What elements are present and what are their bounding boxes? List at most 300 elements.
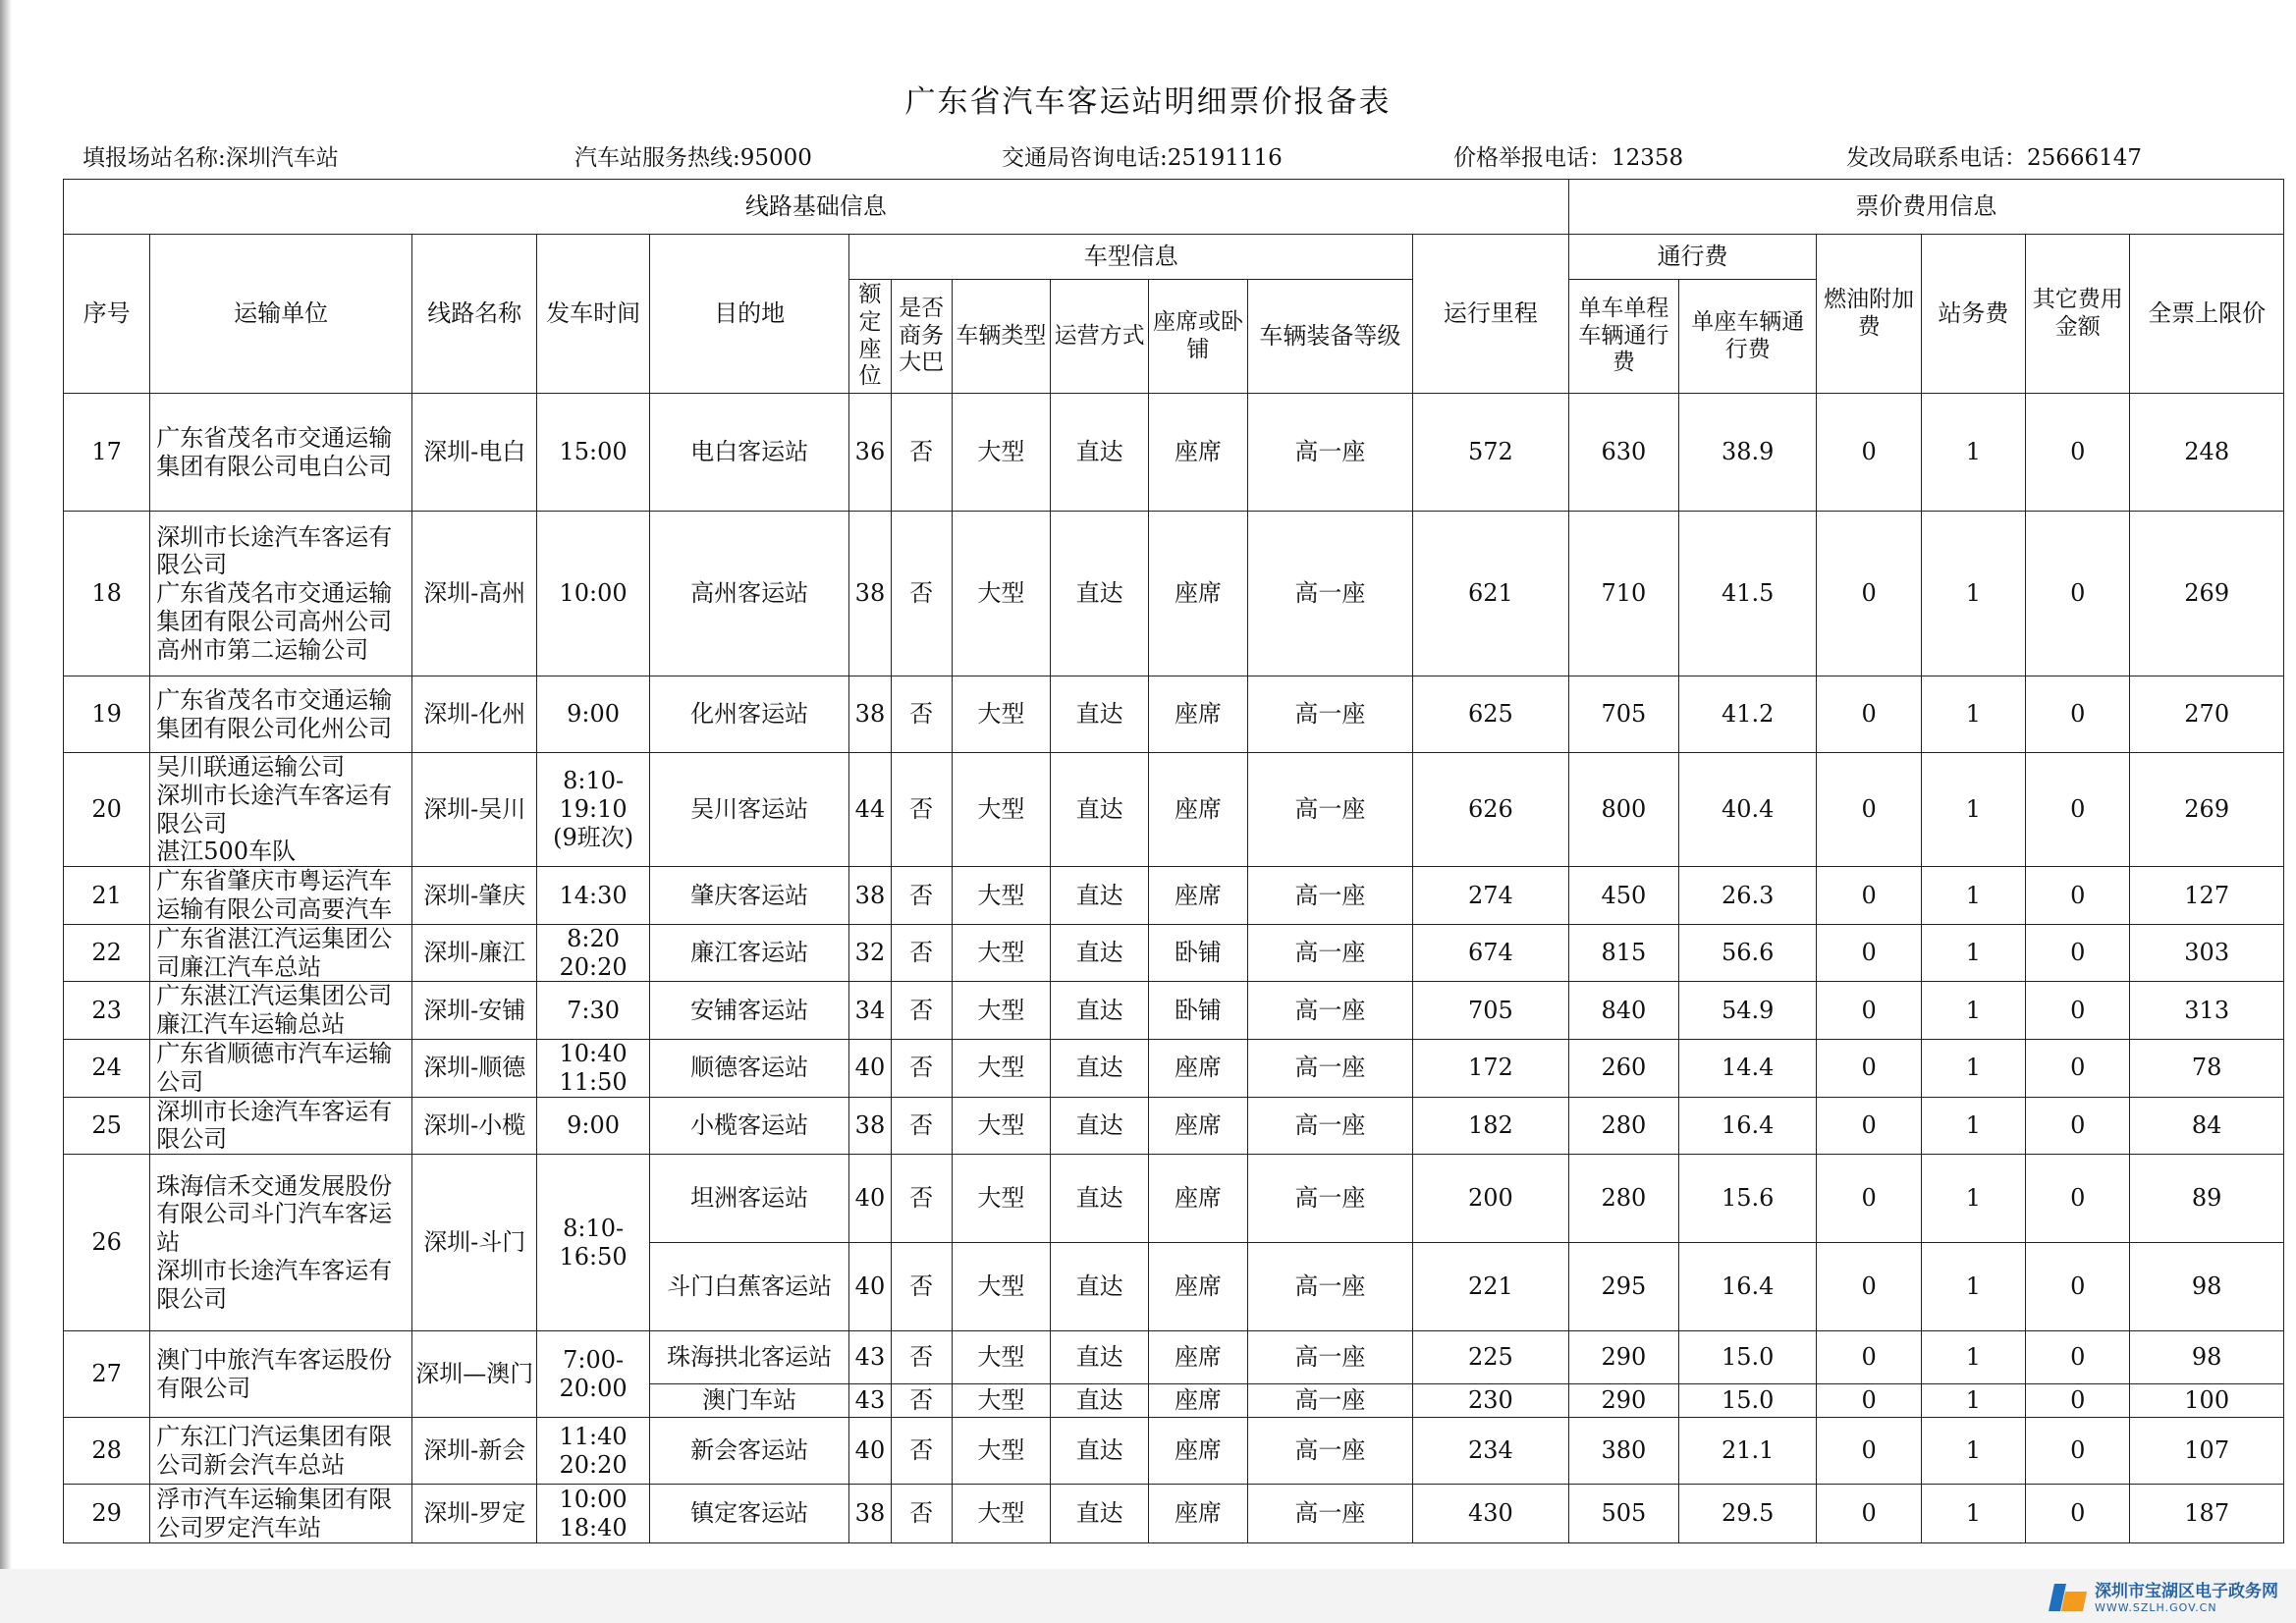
cell-toll-vehicle: 800	[1568, 753, 1678, 867]
cell-mileage: 200	[1413, 1155, 1569, 1243]
cell-fuel: 0	[1817, 1243, 1921, 1331]
fare-table	[63, 179, 2284, 1543]
cell-fuel: 0	[1817, 394, 1921, 512]
table-row	[64, 394, 2284, 512]
cell-carrier: 广东省湛江汽运集团公司廉江汽车总站	[150, 924, 412, 982]
cell-seat-type: 座席	[1149, 753, 1247, 867]
cell-vehicle-type: 大型	[952, 512, 1050, 676]
cell-toll-vehicle: 280	[1568, 1155, 1678, 1243]
header-station-fee: 站务费	[1921, 235, 2025, 394]
cell-mode: 直达	[1051, 1331, 1149, 1384]
cell-mode: 直达	[1051, 1485, 1149, 1543]
cell-fuel: 0	[1817, 1418, 1921, 1485]
cell-seats: 32	[849, 924, 891, 982]
cell-route: 深圳-小榄	[412, 1097, 537, 1155]
cell-station-fee: 1	[1921, 867, 2025, 925]
cell-toll-vehicle: 290	[1568, 1331, 1678, 1384]
cell-carrier: 深圳市长途汽车客运有限公司 广东省茂名市交通运输集团有限公司高州公司 高州市第二运输公司	[150, 512, 412, 676]
cell-vehicle-type: 大型	[952, 924, 1050, 982]
cell-max-price: 78	[2130, 1039, 2284, 1097]
cell-max-price: 89	[2130, 1155, 2284, 1243]
header-toll: 通行费	[1568, 235, 1817, 280]
cell-carrier: 浮市汽车运输集团有限公司罗定汽车站	[150, 1485, 412, 1543]
cell-dest: 斗门白蕉客运站	[649, 1243, 849, 1331]
cell-seat-type: 座席	[1149, 1384, 1247, 1418]
meta-ndrc: 发改局联系电话：25666147	[1846, 145, 2143, 171]
cell-business: 否	[891, 1384, 952, 1418]
cell-seat-type: 座席	[1149, 1039, 1247, 1097]
cell-other-fee: 0	[2026, 394, 2130, 512]
cell-business: 否	[891, 1155, 952, 1243]
cell-grade: 高一座	[1247, 1097, 1413, 1155]
header-depart: 发车时间	[537, 235, 649, 394]
cell-grade: 高一座	[1247, 1243, 1413, 1331]
cell-route: 深圳-电白	[412, 394, 537, 512]
cell-dest: 高州客运站	[649, 512, 849, 676]
cell-station-fee: 1	[1921, 1331, 2025, 1384]
meta-hotline: 汽车站服务热线:95000	[574, 145, 812, 171]
cell-route: 深圳-新会	[412, 1418, 537, 1485]
cell-grade: 高一座	[1247, 1418, 1413, 1485]
cell-fuel: 0	[1817, 1097, 1921, 1155]
cell-toll-vehicle: 815	[1568, 924, 1678, 982]
cell-toll-seat: 16.4	[1679, 1243, 1817, 1331]
cell-mileage: 674	[1413, 924, 1569, 982]
cell-seq: 18	[64, 512, 150, 676]
header-dest: 目的地	[649, 235, 849, 394]
cell-mileage: 182	[1413, 1097, 1569, 1155]
cell-station-fee: 1	[1921, 1418, 2025, 1485]
cell-dest: 小榄客运站	[649, 1097, 849, 1155]
cell-other-fee: 0	[2026, 867, 2130, 925]
page-title: 广东省汽车客运站明细票价报备表	[904, 84, 1392, 120]
cell-seq: 19	[64, 676, 150, 753]
header-fare-info: 票价费用信息	[1568, 180, 2283, 235]
cell-max-price: 269	[2130, 753, 2284, 867]
cell-toll-seat: 21.1	[1679, 1418, 1817, 1485]
cell-toll-vehicle: 630	[1568, 394, 1678, 512]
cell-business: 否	[891, 924, 952, 982]
cell-mode: 直达	[1051, 1418, 1149, 1485]
cell-mode: 直达	[1051, 982, 1149, 1040]
cell-seats: 44	[849, 753, 891, 867]
cell-mode: 直达	[1051, 924, 1149, 982]
cell-mileage: 230	[1413, 1384, 1569, 1418]
cell-seq: 25	[64, 1097, 150, 1155]
cell-depart: 10:00	[537, 512, 649, 676]
cell-depart: 9:00	[537, 676, 649, 753]
cell-fuel: 0	[1817, 1384, 1921, 1418]
cell-carrier: 广东湛江汽运集团公司廉江汽车运输总站	[150, 982, 412, 1040]
header-seq: 序号	[64, 235, 150, 394]
cell-station-fee: 1	[1921, 1384, 2025, 1418]
cell-dest: 新会客运站	[649, 1418, 849, 1485]
cell-vehicle-type: 大型	[952, 1485, 1050, 1543]
cell-toll-seat: 40.4	[1679, 753, 1817, 867]
header-mileage: 运行里程	[1413, 235, 1569, 394]
cell-other-fee: 0	[2026, 1485, 2130, 1543]
cell-seq: 17	[64, 394, 150, 512]
cell-seats: 43	[849, 1331, 891, 1384]
cell-grade: 高一座	[1247, 1331, 1413, 1384]
cell-station-fee: 1	[1921, 512, 2025, 676]
cell-depart: 7:30	[537, 982, 649, 1040]
cell-mileage: 221	[1413, 1243, 1569, 1331]
cell-toll-seat: 38.9	[1679, 394, 1817, 512]
cell-station-fee: 1	[1921, 924, 2025, 982]
cell-grade: 高一座	[1247, 1384, 1413, 1418]
cell-toll-seat: 15.0	[1679, 1331, 1817, 1384]
cell-vehicle-type: 大型	[952, 982, 1050, 1040]
cell-fuel: 0	[1817, 867, 1921, 925]
cell-seats: 40	[849, 1039, 891, 1097]
cell-depart: 10:00 18:40	[537, 1485, 649, 1543]
cell-mode: 直达	[1051, 676, 1149, 753]
cell-max-price: 127	[2130, 867, 2284, 925]
cell-mode: 直达	[1051, 394, 1149, 512]
table-row	[64, 1097, 2284, 1155]
cell-other-fee: 0	[2026, 753, 2130, 867]
cell-depart: 8:10- 16:50	[537, 1155, 649, 1331]
cell-toll-seat: 14.4	[1679, 1039, 1817, 1097]
cell-fuel: 0	[1817, 753, 1921, 867]
cell-toll-seat: 54.9	[1679, 982, 1817, 1040]
header-grade: 车辆装备等级	[1247, 280, 1413, 394]
cell-business: 否	[891, 1097, 952, 1155]
cell-dest: 镇定客运站	[649, 1485, 849, 1543]
cell-mode: 直达	[1051, 1039, 1149, 1097]
cell-mode: 直达	[1051, 1384, 1149, 1418]
cell-business: 否	[891, 982, 952, 1040]
cell-other-fee: 0	[2026, 1155, 2130, 1243]
cell-mileage: 430	[1413, 1485, 1569, 1543]
cell-business: 否	[891, 1331, 952, 1384]
cell-seq: 21	[64, 867, 150, 925]
watermark	[2050, 1577, 2278, 1614]
cell-max-price: 269	[2130, 512, 2284, 676]
cell-seats: 38	[849, 1485, 891, 1543]
cell-other-fee: 0	[2026, 1331, 2130, 1384]
cell-route: 深圳-罗定	[412, 1485, 537, 1543]
cell-depart: 9:00	[537, 1097, 649, 1155]
cell-seat-type: 座席	[1149, 394, 1247, 512]
cell-station-fee: 1	[1921, 676, 2025, 753]
cell-mileage: 172	[1413, 1039, 1569, 1097]
cell-mode: 直达	[1051, 1155, 1149, 1243]
cell-mode: 直达	[1051, 867, 1149, 925]
cell-max-price: 107	[2130, 1418, 2284, 1485]
header-max-price: 全票上限价	[2130, 235, 2284, 394]
cell-seat-type: 座席	[1149, 1243, 1247, 1331]
cell-mileage: 621	[1413, 512, 1569, 676]
header-carrier: 运输单位	[150, 235, 412, 394]
cell-seat-type: 座席	[1149, 867, 1247, 925]
cell-vehicle-type: 大型	[952, 1384, 1050, 1418]
cell-business: 否	[891, 1243, 952, 1331]
cell-seat-type: 座席	[1149, 1331, 1247, 1384]
cell-grade: 高一座	[1247, 924, 1413, 982]
cell-mode: 直达	[1051, 1097, 1149, 1155]
cell-carrier: 广东江门汽运集团有限公司新会汽车总站	[150, 1418, 412, 1485]
cell-seat-type: 座席	[1149, 1485, 1247, 1543]
cell-fuel: 0	[1817, 982, 1921, 1040]
table-row	[64, 676, 2284, 753]
cell-seats: 34	[849, 982, 891, 1040]
meta-price-report: 价格举报电话：12358	[1453, 145, 1684, 171]
fare-table-body	[64, 180, 2284, 1543]
cell-depart: 8:10- 19:10 (9班次)	[537, 753, 649, 867]
cell-route: 深圳-吴川	[412, 753, 537, 867]
cell-toll-vehicle: 840	[1568, 982, 1678, 1040]
cell-station-fee: 1	[1921, 1485, 2025, 1543]
cell-max-price: 303	[2130, 924, 2284, 982]
cell-route: 深圳—澳门	[412, 1331, 537, 1418]
cell-vehicle-type: 大型	[952, 394, 1050, 512]
cell-seq: 27	[64, 1331, 150, 1418]
cell-seat-type: 座席	[1149, 1418, 1247, 1485]
cell-toll-seat: 41.5	[1679, 512, 1817, 676]
cell-station-fee: 1	[1921, 753, 2025, 867]
cell-toll-seat: 29.5	[1679, 1485, 1817, 1543]
cell-fuel: 0	[1817, 1331, 1921, 1384]
cell-mileage: 572	[1413, 394, 1569, 512]
cell-fuel: 0	[1817, 1485, 1921, 1543]
cell-max-price: 313	[2130, 982, 2284, 1040]
cell-grade: 高一座	[1247, 1485, 1413, 1543]
cell-toll-vehicle: 450	[1568, 867, 1678, 925]
header-toll-seat: 单座车辆通行费	[1679, 280, 1817, 394]
cell-business: 否	[891, 394, 952, 512]
cell-mileage: 274	[1413, 867, 1569, 925]
cell-depart: 7:00- 20:00	[537, 1331, 649, 1418]
cell-fuel: 0	[1817, 512, 1921, 676]
cell-other-fee: 0	[2026, 512, 2130, 676]
cell-seq: 29	[64, 1485, 150, 1543]
szlh-logo-icon	[2050, 1578, 2089, 1613]
header-route: 线路名称	[412, 235, 537, 394]
cell-vehicle-type: 大型	[952, 1418, 1050, 1485]
cell-route: 深圳-顺德	[412, 1039, 537, 1097]
cell-seat-type: 座席	[1149, 1155, 1247, 1243]
cell-other-fee: 0	[2026, 676, 2130, 753]
cell-grade: 高一座	[1247, 753, 1413, 867]
cell-seq: 24	[64, 1039, 150, 1097]
cell-toll-vehicle: 705	[1568, 676, 1678, 753]
cell-toll-vehicle: 710	[1568, 512, 1678, 676]
cell-depart: 15:00	[537, 394, 649, 512]
cell-seat-type: 座席	[1149, 512, 1247, 676]
cell-vehicle-type: 大型	[952, 1155, 1050, 1243]
table-row	[64, 924, 2284, 982]
cell-seats: 43	[849, 1384, 891, 1418]
header-fuel: 燃油附加费	[1817, 235, 1921, 394]
cell-station-fee: 1	[1921, 394, 2025, 512]
cell-mode: 直达	[1051, 512, 1149, 676]
cell-dest: 珠海拱北客运站	[649, 1331, 849, 1384]
cell-toll-seat: 15.0	[1679, 1384, 1817, 1418]
cell-dest: 顺德客运站	[649, 1039, 849, 1097]
cell-carrier: 吴川联通运输公司 深圳市长途汽车客运有限公司 湛江500车队	[150, 753, 412, 867]
cell-carrier: 深圳市长途汽车客运有限公司	[150, 1097, 412, 1155]
cell-grade: 高一座	[1247, 1039, 1413, 1097]
cell-mileage: 234	[1413, 1418, 1569, 1485]
cell-seat-type: 卧铺	[1149, 924, 1247, 982]
cell-fuel: 0	[1817, 1155, 1921, 1243]
table-row	[64, 512, 2284, 676]
header-business: 是否商务大巴	[891, 280, 952, 394]
table-row	[64, 982, 2284, 1040]
cell-toll-seat: 16.4	[1679, 1097, 1817, 1155]
cell-business: 否	[891, 676, 952, 753]
cell-toll-vehicle: 280	[1568, 1097, 1678, 1155]
cell-toll-seat: 56.6	[1679, 924, 1817, 982]
watermark-url: WWW.SZLH.GOV.CN	[2095, 1601, 2217, 1614]
cell-seat-type: 座席	[1149, 676, 1247, 753]
cell-other-fee: 0	[2026, 1039, 2130, 1097]
cell-vehicle-type: 大型	[952, 676, 1050, 753]
cell-max-price: 84	[2130, 1097, 2284, 1155]
cell-route: 深圳-化州	[412, 676, 537, 753]
cell-grade: 高一座	[1247, 394, 1413, 512]
cell-toll-seat: 41.2	[1679, 676, 1817, 753]
cell-max-price: 270	[2130, 676, 2284, 753]
cell-toll-vehicle: 295	[1568, 1243, 1678, 1331]
cell-grade: 高一座	[1247, 676, 1413, 753]
cell-vehicle-type: 大型	[952, 1243, 1050, 1331]
cell-route: 深圳-廉江	[412, 924, 537, 982]
cell-station-fee: 1	[1921, 1097, 2025, 1155]
cell-max-price: 187	[2130, 1485, 2284, 1543]
cell-toll-seat: 26.3	[1679, 867, 1817, 925]
cell-toll-vehicle: 290	[1568, 1384, 1678, 1418]
cell-mileage: 225	[1413, 1331, 1569, 1384]
cell-business: 否	[891, 1485, 952, 1543]
cell-business: 否	[891, 867, 952, 925]
table-row	[64, 1155, 2284, 1243]
cell-seq: 26	[64, 1155, 150, 1331]
cell-station-fee: 1	[1921, 1155, 2025, 1243]
cell-depart: 10:40 11:50	[537, 1039, 649, 1097]
cell-depart: 14:30	[537, 867, 649, 925]
cell-station-fee: 1	[1921, 1243, 2025, 1331]
header-vehicle-info: 车型信息	[849, 235, 1413, 280]
cell-seq: 22	[64, 924, 150, 982]
cell-depart: 11:40 20:20	[537, 1418, 649, 1485]
cell-fuel: 0	[1817, 924, 1921, 982]
cell-dest: 坦洲客运站	[649, 1155, 849, 1243]
cell-seq: 28	[64, 1418, 150, 1485]
cell-mode: 直达	[1051, 753, 1149, 867]
header-vtype: 车辆类型	[952, 280, 1050, 394]
cell-seats: 38	[849, 867, 891, 925]
cell-other-fee: 0	[2026, 982, 2130, 1040]
meta-transport-bureau: 交通局咨询电话:25191116	[1002, 145, 1283, 171]
cell-dest: 澳门车站	[649, 1384, 849, 1418]
cell-seats: 38	[849, 1097, 891, 1155]
cell-route: 深圳-高州	[412, 512, 537, 676]
cell-other-fee: 0	[2026, 1418, 2130, 1485]
cell-mileage: 626	[1413, 753, 1569, 867]
cell-dest: 肇庆客运站	[649, 867, 849, 925]
cell-mileage: 705	[1413, 982, 1569, 1040]
cell-max-price: 248	[2130, 394, 2284, 512]
cell-grade: 高一座	[1247, 1155, 1413, 1243]
cell-vehicle-type: 大型	[952, 1097, 1050, 1155]
cell-route: 深圳-安铺	[412, 982, 537, 1040]
cell-other-fee: 0	[2026, 924, 2130, 982]
table-row	[64, 1039, 2284, 1097]
cell-seats: 40	[849, 1243, 891, 1331]
cell-carrier: 广东省顺德市汽车运输公司	[150, 1039, 412, 1097]
cell-route: 深圳-斗门	[412, 1155, 537, 1331]
header-toll-vehicle: 单车单程车辆通行费	[1568, 280, 1678, 394]
cell-route: 深圳-肇庆	[412, 867, 537, 925]
cell-mileage: 625	[1413, 676, 1569, 753]
cell-business: 否	[891, 512, 952, 676]
cell-vehicle-type: 大型	[952, 1331, 1050, 1384]
cell-seats: 38	[849, 512, 891, 676]
table-row	[64, 1331, 2284, 1384]
cell-fuel: 0	[1817, 1039, 1921, 1097]
cell-seats: 38	[849, 676, 891, 753]
cell-seats: 40	[849, 1155, 891, 1243]
table-row	[64, 1418, 2284, 1485]
cell-carrier: 澳门中旅汽车客运股份有限公司	[150, 1331, 412, 1418]
cell-business: 否	[891, 1039, 952, 1097]
cell-toll-vehicle: 260	[1568, 1039, 1678, 1097]
cell-other-fee: 0	[2026, 1243, 2130, 1331]
cell-seq: 23	[64, 982, 150, 1040]
cell-carrier: 广东省茂名市交通运输集团有限公司化州公司	[150, 676, 412, 753]
cell-toll-seat: 15.6	[1679, 1155, 1817, 1243]
header-seats: 额定座位	[849, 280, 891, 394]
cell-grade: 高一座	[1247, 982, 1413, 1040]
cell-depart: 8:20 20:20	[537, 924, 649, 982]
cell-vehicle-type: 大型	[952, 1039, 1050, 1097]
cell-vehicle-type: 大型	[952, 753, 1050, 867]
table-row	[64, 753, 2284, 867]
cell-grade: 高一座	[1247, 512, 1413, 676]
cell-dest: 化州客运站	[649, 676, 849, 753]
header-seat-sleeper: 座席或卧铺	[1149, 280, 1247, 394]
cell-max-price: 98	[2130, 1331, 2284, 1384]
scan-edge	[0, 0, 12, 1623]
cell-dest: 吴川客运站	[649, 753, 849, 867]
cell-business: 否	[891, 753, 952, 867]
cell-dest: 电白客运站	[649, 394, 849, 512]
cell-seats: 40	[849, 1418, 891, 1485]
cell-grade: 高一座	[1247, 867, 1413, 925]
cell-max-price: 100	[2130, 1384, 2284, 1418]
cell-max-price: 98	[2130, 1243, 2284, 1331]
cell-dest: 安铺客运站	[649, 982, 849, 1040]
cell-station-fee: 1	[1921, 982, 2025, 1040]
header-route-basic: 线路基础信息	[64, 180, 1569, 235]
watermark-name: 深圳市宝湖区电子政务网	[2095, 1582, 2278, 1601]
header-mode: 运营方式	[1051, 280, 1149, 394]
cell-dest: 廉江客运站	[649, 924, 849, 982]
cell-carrier: 广东省茂名市交通运输集团有限公司电白公司	[150, 394, 412, 512]
cell-seq: 20	[64, 753, 150, 867]
cell-station-fee: 1	[1921, 1039, 2025, 1097]
table-row	[64, 1485, 2284, 1543]
cell-seat-type: 卧铺	[1149, 982, 1247, 1040]
cell-business: 否	[891, 1418, 952, 1485]
cell-seat-type: 座席	[1149, 1097, 1247, 1155]
cell-toll-vehicle: 505	[1568, 1485, 1678, 1543]
scan-bottom-edge	[0, 1569, 2296, 1623]
header-other-fee: 其它费用金额	[2026, 235, 2130, 394]
